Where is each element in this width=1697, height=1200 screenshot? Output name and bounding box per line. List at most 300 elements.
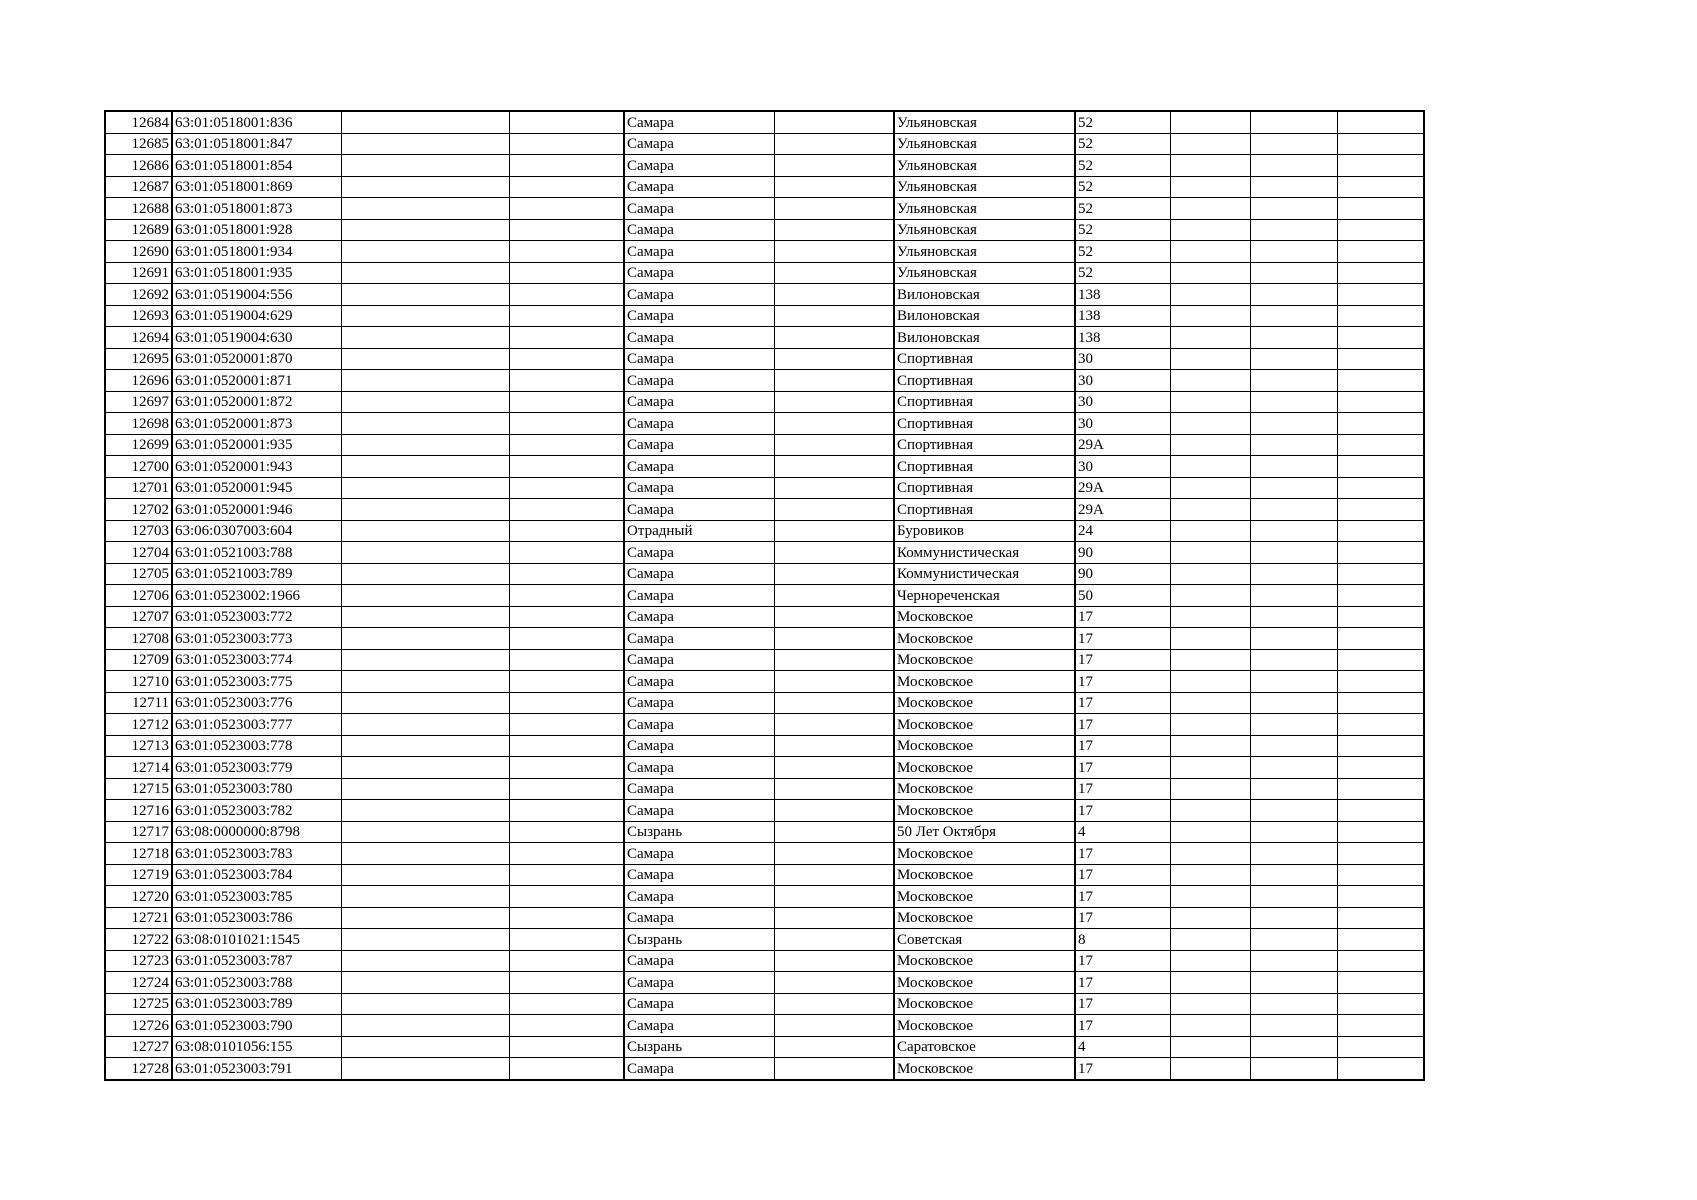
street-cell: Вилоновская [894,327,1075,349]
table-row [105,907,1424,929]
empty-cell [1337,155,1424,177]
table-row [105,692,1424,714]
empty-cell [1170,520,1250,542]
row-number-cell: 12703 [105,520,172,542]
empty-cell [509,176,624,198]
empty-cell [1170,692,1250,714]
spreadsheet-page [104,110,1425,1081]
empty-cell [341,800,509,822]
city-cell: Самара [624,176,774,198]
empty-cell [341,821,509,843]
empty-cell [509,907,624,929]
empty-cell [1170,843,1250,865]
table-row [105,327,1424,349]
empty-cell [509,972,624,994]
cadastral-number-cell: 63:01:0518001:854 [172,155,341,177]
street-cell: Вилоновская [894,284,1075,306]
cadastral-number-cell: 63:01:0518001:935 [172,262,341,284]
street-cell: Спортивная [894,434,1075,456]
house-number-cell: 138 [1075,284,1170,306]
city-cell: Самара [624,413,774,435]
empty-cell [1337,1015,1424,1037]
house-number-cell: 17 [1075,735,1170,757]
row-number-cell: 12708 [105,628,172,650]
street-cell: Спортивная [894,370,1075,392]
cadastral-number-cell: 63:01:0518001:934 [172,241,341,263]
city-cell: Самара [624,714,774,736]
empty-cell [1337,757,1424,779]
empty-cell [509,219,624,241]
empty-cell [1250,176,1337,198]
empty-cell [509,886,624,908]
street-cell: Московское [894,628,1075,650]
row-number-cell: 12688 [105,198,172,220]
empty-cell [1250,671,1337,693]
empty-cell [341,950,509,972]
street-cell: Ульяновская [894,262,1075,284]
empty-cell [509,1015,624,1037]
empty-cell [1250,714,1337,736]
cadastral-number-cell: 63:01:0519004:629 [172,305,341,327]
empty-cell [509,133,624,155]
house-number-cell: 30 [1075,391,1170,413]
empty-cell [1337,520,1424,542]
table-row [105,671,1424,693]
table-row [105,434,1424,456]
cadastral-number-cell: 63:08:0000000:8798 [172,821,341,843]
table-row [105,1036,1424,1058]
empty-cell [1250,821,1337,843]
city-cell: Самара [624,198,774,220]
empty-cell [774,950,894,972]
row-number-cell: 12692 [105,284,172,306]
empty-cell [774,348,894,370]
city-cell: Самара [624,327,774,349]
table-row [105,370,1424,392]
row-number-cell: 12723 [105,950,172,972]
street-cell: Спортивная [894,456,1075,478]
city-cell: Самара [624,972,774,994]
empty-cell [1170,284,1250,306]
table-row [105,262,1424,284]
city-cell: Самара [624,735,774,757]
empty-cell [1337,929,1424,951]
city-cell: Самара [624,563,774,585]
empty-cell [774,929,894,951]
empty-cell [774,821,894,843]
empty-cell [341,585,509,607]
table-row [105,735,1424,757]
table-row [105,649,1424,671]
empty-cell [1170,864,1250,886]
cadastral-number-cell: 63:01:0523003:790 [172,1015,341,1037]
house-number-cell: 4 [1075,821,1170,843]
cadastral-number-cell: 63:06:0307003:604 [172,520,341,542]
empty-cell [1250,111,1337,133]
empty-cell [341,111,509,133]
empty-cell [509,649,624,671]
empty-cell [774,477,894,499]
empty-cell [1250,843,1337,865]
row-number-cell: 12690 [105,241,172,263]
city-cell: Самара [624,950,774,972]
house-number-cell: 17 [1075,800,1170,822]
empty-cell [1250,305,1337,327]
empty-cell [341,972,509,994]
empty-cell [1337,262,1424,284]
house-number-cell: 52 [1075,241,1170,263]
table-row [105,477,1424,499]
empty-cell [1250,370,1337,392]
empty-cell [774,800,894,822]
empty-cell [509,198,624,220]
street-cell: Московское [894,907,1075,929]
empty-cell [509,929,624,951]
empty-cell [774,456,894,478]
city-cell: Самара [624,993,774,1015]
empty-cell [509,714,624,736]
table-row [105,155,1424,177]
table-row [105,456,1424,478]
city-cell: Самара [624,477,774,499]
house-number-cell: 17 [1075,1058,1170,1080]
table-row [105,198,1424,220]
empty-cell [341,155,509,177]
empty-cell [341,176,509,198]
empty-cell [1337,907,1424,929]
house-number-cell: 8 [1075,929,1170,951]
row-number-cell: 12711 [105,692,172,714]
empty-cell [774,735,894,757]
house-number-cell: 17 [1075,1015,1170,1037]
empty-cell [774,284,894,306]
row-number-cell: 12697 [105,391,172,413]
cadastral-number-cell: 63:08:0101056:155 [172,1036,341,1058]
cadastral-number-cell: 63:01:0518001:873 [172,198,341,220]
empty-cell [774,585,894,607]
empty-cell [341,391,509,413]
cadastral-number-cell: 63:08:0101021:1545 [172,929,341,951]
street-cell: Московское [894,993,1075,1015]
empty-cell [341,886,509,908]
empty-cell [1337,800,1424,822]
city-cell: Самара [624,692,774,714]
house-number-cell: 52 [1075,176,1170,198]
cadastral-number-cell: 63:01:0518001:869 [172,176,341,198]
empty-cell [774,757,894,779]
empty-cell [1250,563,1337,585]
city-cell: Самара [624,219,774,241]
empty-cell [774,671,894,693]
empty-cell [1337,649,1424,671]
row-number-cell: 12718 [105,843,172,865]
row-number-cell: 12684 [105,111,172,133]
table-row [105,843,1424,865]
empty-cell [341,241,509,263]
empty-cell [1170,241,1250,263]
city-cell: Самара [624,262,774,284]
house-number-cell: 52 [1075,111,1170,133]
empty-cell [509,671,624,693]
cadastral-number-cell: 63:01:0523003:775 [172,671,341,693]
empty-cell [509,111,624,133]
empty-cell [509,563,624,585]
empty-cell [1170,413,1250,435]
house-number-cell: 17 [1075,950,1170,972]
empty-cell [1337,219,1424,241]
cadastral-number-cell: 63:01:0523003:774 [172,649,341,671]
empty-cell [1170,1015,1250,1037]
empty-cell [774,520,894,542]
empty-cell [341,305,509,327]
row-number-cell: 12725 [105,993,172,1015]
empty-cell [341,843,509,865]
empty-cell [1250,219,1337,241]
empty-cell [1337,413,1424,435]
house-number-cell: 30 [1075,456,1170,478]
house-number-cell: 50 [1075,585,1170,607]
empty-cell [1170,477,1250,499]
cadastral-number-cell: 63:01:0523003:777 [172,714,341,736]
empty-cell [1337,714,1424,736]
row-number-cell: 12687 [105,176,172,198]
empty-cell [509,735,624,757]
cadastral-number-cell: 63:01:0523003:779 [172,757,341,779]
empty-cell [1337,886,1424,908]
row-number-cell: 12707 [105,606,172,628]
empty-cell [1170,1036,1250,1058]
row-number-cell: 12700 [105,456,172,478]
empty-cell [1250,649,1337,671]
empty-cell [1170,800,1250,822]
empty-cell [1170,434,1250,456]
city-cell: Самара [624,649,774,671]
empty-cell [774,563,894,585]
table-row [105,606,1424,628]
street-cell: Ульяновская [894,111,1075,133]
empty-cell [1337,735,1424,757]
house-number-cell: 17 [1075,843,1170,865]
empty-cell [1250,456,1337,478]
row-number-cell: 12701 [105,477,172,499]
cadastral-number-cell: 63:01:0523003:782 [172,800,341,822]
row-number-cell: 12689 [105,219,172,241]
empty-cell [341,864,509,886]
empty-cell [1337,972,1424,994]
empty-cell [1250,972,1337,994]
empty-cell [1170,714,1250,736]
empty-cell [1170,950,1250,972]
empty-cell [1170,391,1250,413]
empty-cell [509,585,624,607]
street-cell: Советская [894,929,1075,951]
empty-cell [774,219,894,241]
house-number-cell: 29А [1075,499,1170,521]
row-number-cell: 12715 [105,778,172,800]
empty-cell [509,950,624,972]
table-row [105,133,1424,155]
empty-cell [1337,542,1424,564]
table-row [105,413,1424,435]
empty-cell [1337,499,1424,521]
empty-cell [1170,649,1250,671]
empty-cell [1170,219,1250,241]
empty-cell [1250,628,1337,650]
house-number-cell: 30 [1075,348,1170,370]
house-number-cell: 29А [1075,477,1170,499]
empty-cell [1170,907,1250,929]
street-cell: Московское [894,886,1075,908]
empty-cell [509,692,624,714]
city-cell: Самара [624,1015,774,1037]
street-cell: Московское [894,1015,1075,1037]
empty-cell [1170,348,1250,370]
empty-cell [509,542,624,564]
empty-cell [341,907,509,929]
empty-cell [774,864,894,886]
empty-cell [1170,370,1250,392]
table-row [105,563,1424,585]
empty-cell [509,348,624,370]
table-row [105,864,1424,886]
empty-cell [341,499,509,521]
house-number-cell: 24 [1075,520,1170,542]
empty-cell [509,477,624,499]
empty-cell [774,692,894,714]
cadastral-number-cell: 63:01:0523003:788 [172,972,341,994]
empty-cell [774,1036,894,1058]
empty-cell [1250,1036,1337,1058]
empty-cell [341,413,509,435]
city-cell: Сызрань [624,821,774,843]
empty-cell [341,714,509,736]
empty-cell [1250,907,1337,929]
house-number-cell: 90 [1075,542,1170,564]
empty-cell [509,241,624,263]
cadastral-number-cell: 63:01:0518001:847 [172,133,341,155]
empty-cell [1170,198,1250,220]
row-number-cell: 12722 [105,929,172,951]
empty-cell [1337,327,1424,349]
empty-cell [341,778,509,800]
street-cell: Ульяновская [894,176,1075,198]
empty-cell [341,757,509,779]
table-row [105,929,1424,951]
cadastral-number-cell: 63:01:0520001:935 [172,434,341,456]
empty-cell [509,434,624,456]
empty-cell [1337,348,1424,370]
street-cell: Спортивная [894,391,1075,413]
empty-cell [341,671,509,693]
house-number-cell: 17 [1075,907,1170,929]
row-number-cell: 12699 [105,434,172,456]
city-cell: Самара [624,671,774,693]
empty-cell [774,305,894,327]
empty-cell [1170,155,1250,177]
street-cell: Московское [894,843,1075,865]
street-cell: 50 Лет Октября [894,821,1075,843]
row-number-cell: 12710 [105,671,172,693]
empty-cell [509,993,624,1015]
empty-cell [1170,606,1250,628]
city-cell: Самара [624,111,774,133]
street-cell: Московское [894,800,1075,822]
house-number-cell: 52 [1075,133,1170,155]
empty-cell [1250,542,1337,564]
empty-cell [1250,735,1337,757]
empty-cell [341,692,509,714]
empty-cell [1337,628,1424,650]
street-cell: Спортивная [894,477,1075,499]
city-cell: Самара [624,542,774,564]
empty-cell [1250,198,1337,220]
table-row [105,391,1424,413]
empty-cell [509,284,624,306]
empty-cell [509,327,624,349]
table-row [105,778,1424,800]
house-number-cell: 17 [1075,606,1170,628]
empty-cell [509,757,624,779]
empty-cell [341,327,509,349]
empty-cell [509,778,624,800]
row-number-cell: 12717 [105,821,172,843]
table-row [105,757,1424,779]
empty-cell [1250,284,1337,306]
table-row [105,348,1424,370]
row-number-cell: 12712 [105,714,172,736]
empty-cell [774,1058,894,1080]
table-row [105,542,1424,564]
empty-cell [774,111,894,133]
empty-cell [1337,1036,1424,1058]
street-cell: Спортивная [894,499,1075,521]
empty-cell [1337,456,1424,478]
empty-cell [774,972,894,994]
empty-cell [1337,391,1424,413]
city-cell: Самара [624,864,774,886]
house-number-cell: 17 [1075,972,1170,994]
table-row [105,950,1424,972]
cadastral-number-cell: 63:01:0519004:556 [172,284,341,306]
house-number-cell: 52 [1075,262,1170,284]
empty-cell [1170,456,1250,478]
street-cell: Московское [894,1058,1075,1080]
row-number-cell: 12686 [105,155,172,177]
row-number-cell: 12695 [105,348,172,370]
empty-cell [341,198,509,220]
cadastral-number-cell: 63:01:0523003:784 [172,864,341,886]
empty-cell [1337,585,1424,607]
row-number-cell: 12728 [105,1058,172,1080]
empty-cell [341,219,509,241]
street-cell: Ульяновская [894,241,1075,263]
house-number-cell: 17 [1075,993,1170,1015]
empty-cell [509,456,624,478]
cadastral-number-cell: 63:01:0523003:786 [172,907,341,929]
row-number-cell: 12685 [105,133,172,155]
empty-cell [341,1036,509,1058]
empty-cell [774,714,894,736]
table-row [105,520,1424,542]
empty-cell [1337,305,1424,327]
empty-cell [1337,1058,1424,1080]
empty-cell [509,1058,624,1080]
city-cell: Самара [624,284,774,306]
empty-cell [1337,198,1424,220]
empty-cell [341,563,509,585]
empty-cell [509,864,624,886]
empty-cell [1337,434,1424,456]
